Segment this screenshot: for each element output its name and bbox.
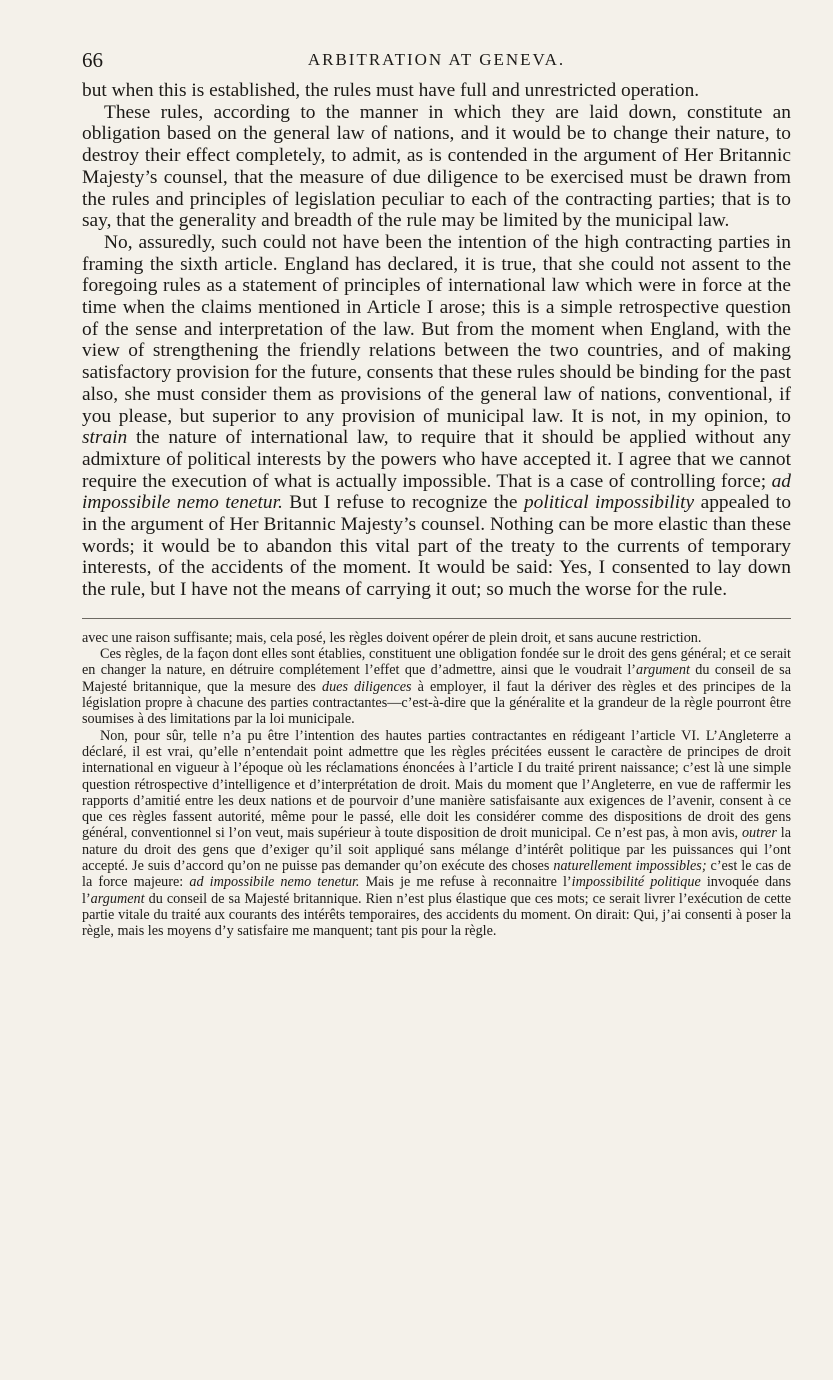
document-page: [82, 48, 791, 940]
text-run: à employer, il faut la dériver des règles et des principes de la législation propre à chacune des parties contractantes—c’est-à-dire que la généralite et la grandeur de la règle pourront être soumises à des limitations par la loi municipale.: [82, 678, 791, 728]
text-run: du conseil de sa Majesté britannique, que la mesure des: [82, 662, 791, 695]
italic-text: outrer: [741, 825, 777, 842]
italic-text: impossibilité politique: [571, 874, 701, 891]
main-text: [82, 80, 791, 601]
running-head: ARBITRATION AT GENEVA.: [307, 50, 566, 69]
italic-text: strain: [82, 427, 128, 449]
text-run: No, assuredly, such could not have been the intention of the high contracting parties in framing the sixth article. England has declared, it is true, that she could not assent to the foregoing rules as a statement of principles of international law which were in force at the time when the claims mentioned in Article I arose; this is a simple retrospective question of the sense and interpretation of the law. But from the moment when England, with the view of strengthening the friendly relations between the two countries, and of making satisfactory provision for the future, consents that these rules should be binding for the past also, she must consider them as provisions of the general law of nations, conventional, if you please, but superior to any provision of municipal law. It is not, in my opinion, to: [82, 231, 791, 427]
italic-text: naturellement impossibles;: [553, 858, 707, 875]
footnote-text: [82, 630, 791, 940]
main-paragraph: [82, 102, 791, 232]
page-header: [82, 48, 791, 80]
main-paragraph: [82, 232, 791, 601]
text-run: the nature of international law, to require that it should be applied without any admixture of political interests by the powers who have accepted it. I agree that we cannot require the execution of what is actually impossible. That is a case of controlling force;: [82, 427, 791, 492]
text-run: du conseil de sa Majesté britannique. Rien n’est plus élastique que ces mots; ce serait livrer l’exécution de cette partie vitale du traité aux courants des intérêts temporaires, des accidents du moment. On dirait: Qui, j’ai consenti à poser la règle, mais les moyens d’y satisfaire me manquent; tant pis pour la règle.: [82, 890, 791, 940]
text-run: Ces règles, de la façon dont elles sont établies, constituent une obligation fondée sur le droit des gens général; et ce serait en changer la nature, en détruire complétement l’effet que d’admettre, ainsi que le voudrait l’: [82, 646, 791, 679]
main-paragraph: [82, 80, 791, 102]
footnote-paragraph: [82, 630, 791, 646]
italic-text: ad impossibile nemo tenetur.: [189, 874, 360, 891]
text-run: appealed to in the argument of Her Britannic Majesty’s counsel. Nothing can be more elastic than these words; it would be to abandon this vital part of the treaty to the currents of temporary interests, of the accidents of the moment. It would be said: Yes, I consented to lay down the rule, but I have not the means of carrying it out; so much the worse for the rule.: [82, 492, 792, 601]
text-run: These rules, according to the manner in which they are laid down, constitute an obligation based on the general law of nations, and it would be to change their nature, to destroy their effect completely, to admit, as is contended in the argument of Her Britannic Majesty’s counsel, that the measure of due diligence to be exercised must be drawn from the rules and principles of legislation peculiar to each of the contracting parties; that is to say, that the generality and breadth of the rule may be limited by the municipal law.: [82, 101, 791, 232]
text-run: Mais je me refuse à reconnaitre l’: [359, 874, 572, 891]
page-number: 66: [82, 48, 103, 72]
text-run: c’est le cas de la force majeure:: [82, 858, 792, 891]
text-run: invoquée dans l’: [82, 874, 791, 907]
italic-text: argument: [636, 662, 690, 679]
italic-text: political impossibility: [523, 492, 695, 514]
text-run: But I refuse to recognize the: [282, 492, 524, 514]
italic-text: argument: [90, 890, 145, 907]
text-run: la nature du droit des gens que d’exiger qu’il soit appliqué sans mélange d’intérêt politique par les puissances qui l’ont accepté. Je suis d’accord qu’on ne puisse pas demander qu’on exécute des choses: [82, 825, 791, 875]
text-run: Non, pour sûr, telle n’a pu être l’intention des hautes parties contractantes en rédigeant l’article VI. L’Angleterre a déclaré, il est vrai, qu’elle n’entendait point admettre que les règles précitées eussent le caractère de principes de droit international en vigueur à l’époque où les réclamations énoncées à l’article I du traité prirent naissance; c’est là une simple question rétrospective d’intelligence et d’interprétation de droit. Mais du moment que l’Angleterre, en vue de raffermir les rapports d’amitié entre les deux nations et de pourvoir d’une manière satisfaisante aux exigences de l’avenir, consent à ce que ces règles fassent autorité, même pour le passé, elle doit les considérer comme des dispositions de droit des gens général, conventionnel si l’on veut, mais supérieur à toute disposition de droit municipal. Ce n’est pas, à mon avis,: [82, 727, 791, 842]
footnote-paragraph: [82, 728, 791, 940]
text-run: but when this is established, the rules must have full and unrestricted operation.: [82, 80, 700, 101]
italic-text: dues diligences: [321, 678, 412, 695]
footnote-divider: [82, 618, 791, 619]
italic-text: ad impossibile nemo tenetur.: [82, 470, 791, 514]
text-run: avec une raison suffisante; mais, cela posé, les règles doivent opérer de plein droit, et sans aucune restriction.: [82, 629, 702, 646]
footnote-paragraph: [82, 646, 791, 727]
